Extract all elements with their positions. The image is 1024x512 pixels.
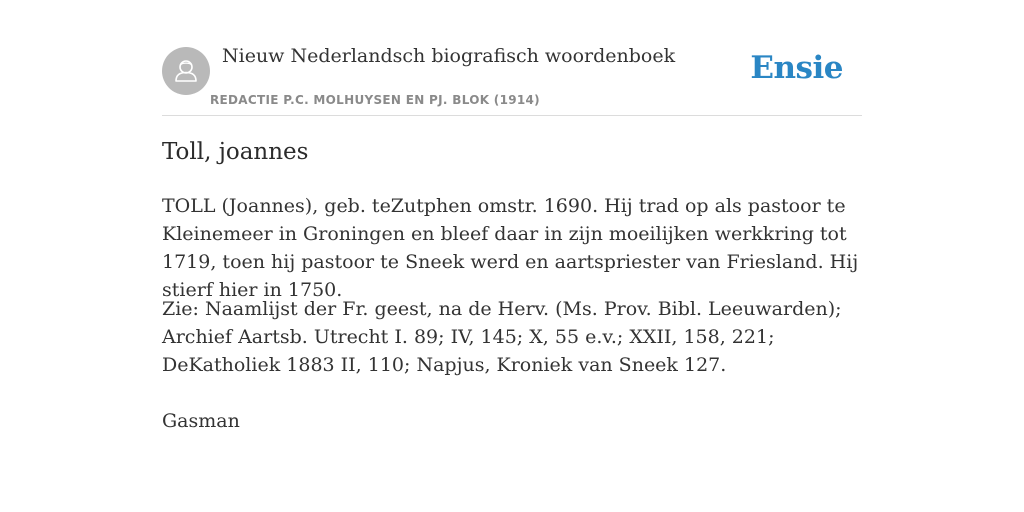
source-editors: REDACTIE P.C. MOLHUYSEN EN PJ. BLOK (1914) bbox=[210, 93, 540, 107]
source-avatar[interactable] bbox=[162, 47, 210, 95]
source-header bbox=[162, 40, 862, 116]
user-silhouette-icon bbox=[162, 47, 210, 95]
source-title-link[interactable]: Nieuw Nederlandsch biografisch woordenboek bbox=[222, 45, 676, 67]
brand-logo[interactable]: Ensie bbox=[750, 50, 843, 86]
entry-title: Toll, joannes bbox=[162, 139, 309, 165]
entry-paragraph: Zie: Naamlijst der Fr. geest, na de Herv. (Ms. Prov. Bibl. Leeuwarden); Archief Aartsb. Utrecht I. 89; IV, 145; X, 55 e.v.; XXII, 158, 221; DeKatholiek 1883 II, 110; Napjus, Kroniek van Sneek 127. bbox=[162, 298, 842, 376]
entry-paragraph: TOLL (Joannes), geb. teZutphen omstr. 1690. Hij trad op als pastoor te Kleinemeer in Groningen en bleef daar in zijn moeilijken werkkring tot 1719, toen hij pastoor te Sneek werd en aartspriester van Friesland. Hij stierf hier in 1750. bbox=[162, 195, 859, 301]
entry-author: Gasman bbox=[162, 410, 240, 432]
